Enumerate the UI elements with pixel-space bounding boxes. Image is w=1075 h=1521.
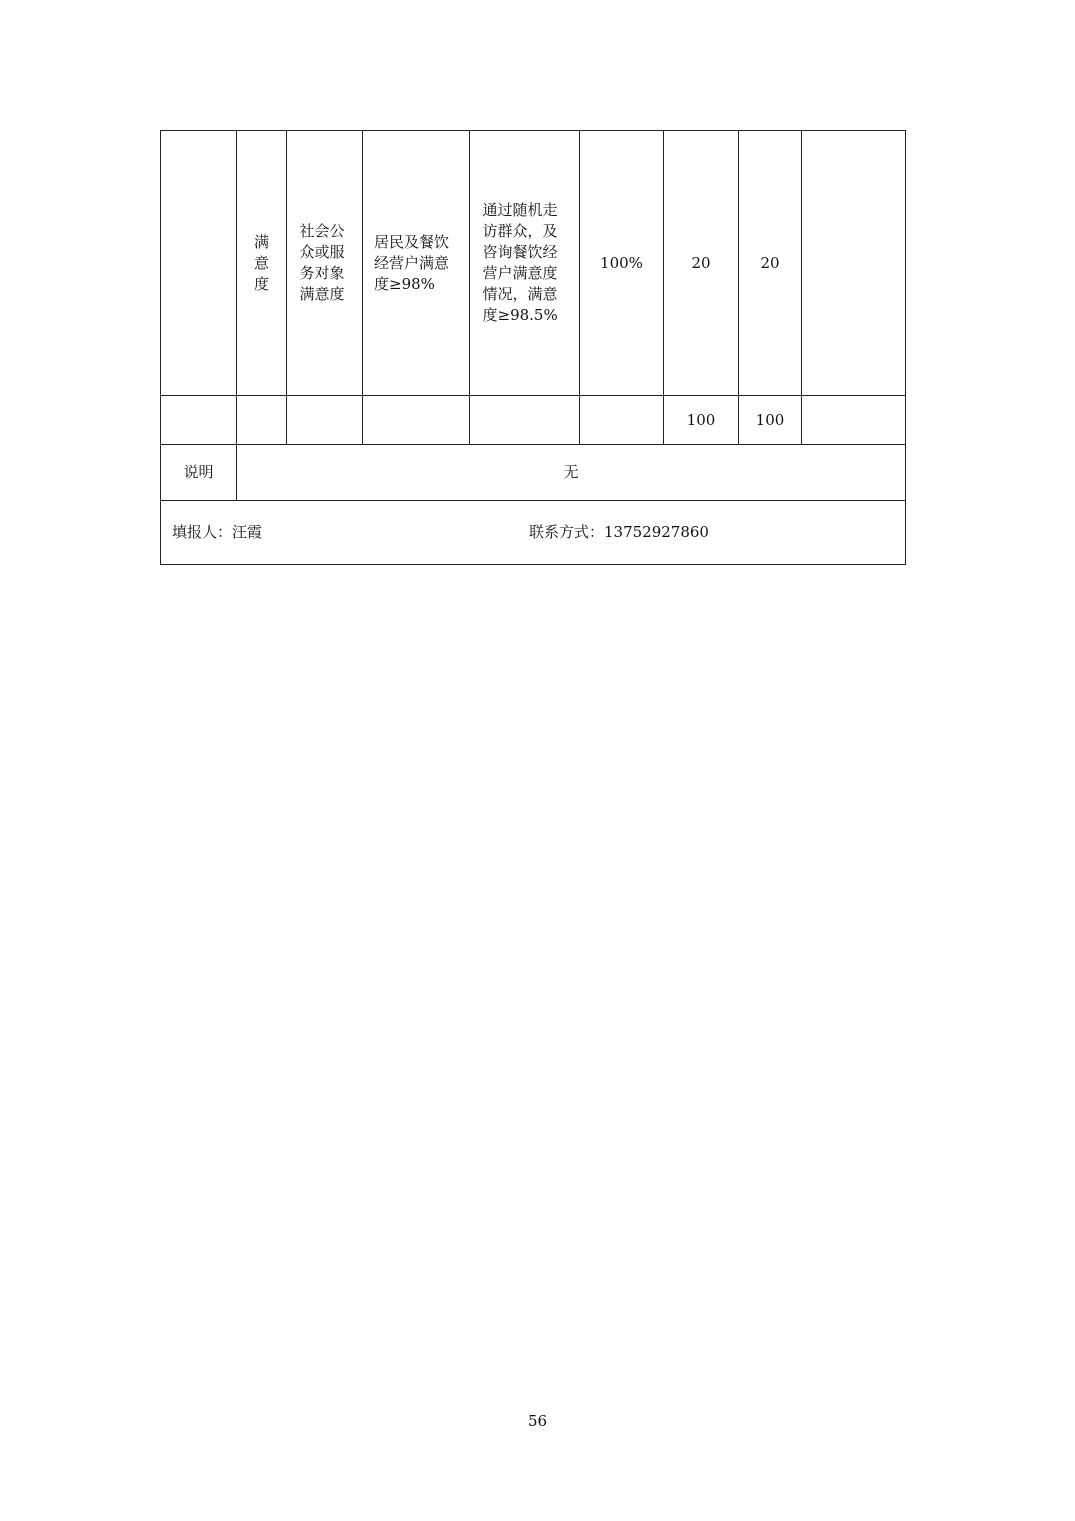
table-cell-remark <box>802 131 906 396</box>
table-cell-empty <box>161 396 237 445</box>
table-cell-category <box>161 131 237 396</box>
table-row <box>161 131 906 396</box>
performance-table <box>160 130 906 565</box>
sub-indicator-text: 社会公众或服务对象满意度 <box>299 222 345 303</box>
table-cell-empty <box>363 396 470 445</box>
indicator-text: 居民及餐饮经营户满意度≥98% <box>374 232 450 293</box>
table-cell-empty <box>287 396 363 445</box>
filler-text: 填报人：汪霞 <box>172 523 263 541</box>
table-cell-indicator <box>363 131 470 396</box>
table-row-note <box>161 445 906 501</box>
table-cell-dimension <box>237 131 287 396</box>
table-cell-score-plan: 20 <box>664 131 739 396</box>
table-row-footer <box>161 501 906 565</box>
table-cell-rate: 100% <box>580 131 664 396</box>
footer-cell <box>161 501 906 565</box>
actual-text: 通过随机走访群众，及咨询餐饮经营户满意度情况，满意度≥98.5% <box>482 201 558 324</box>
contact-text: 联系方式：13752927860 <box>529 523 709 541</box>
table-cell-score-actual: 20 <box>739 131 802 396</box>
table-cell-empty <box>802 396 906 445</box>
note-label: 说明 <box>161 445 237 501</box>
table-cell-actual <box>470 131 580 396</box>
dimension-text: 满意度 <box>253 232 269 293</box>
table-cell-total-plan: 100 <box>664 396 739 445</box>
table-cell-empty <box>470 396 580 445</box>
table-cell-empty <box>237 396 287 445</box>
table-cell-total-actual: 100 <box>739 396 802 445</box>
table-row-total <box>161 396 906 445</box>
table-cell-empty <box>580 396 664 445</box>
page-number: 56 <box>527 1412 548 1430</box>
note-value: 无 <box>237 445 906 501</box>
table-cell-sub-indicator <box>287 131 363 396</box>
